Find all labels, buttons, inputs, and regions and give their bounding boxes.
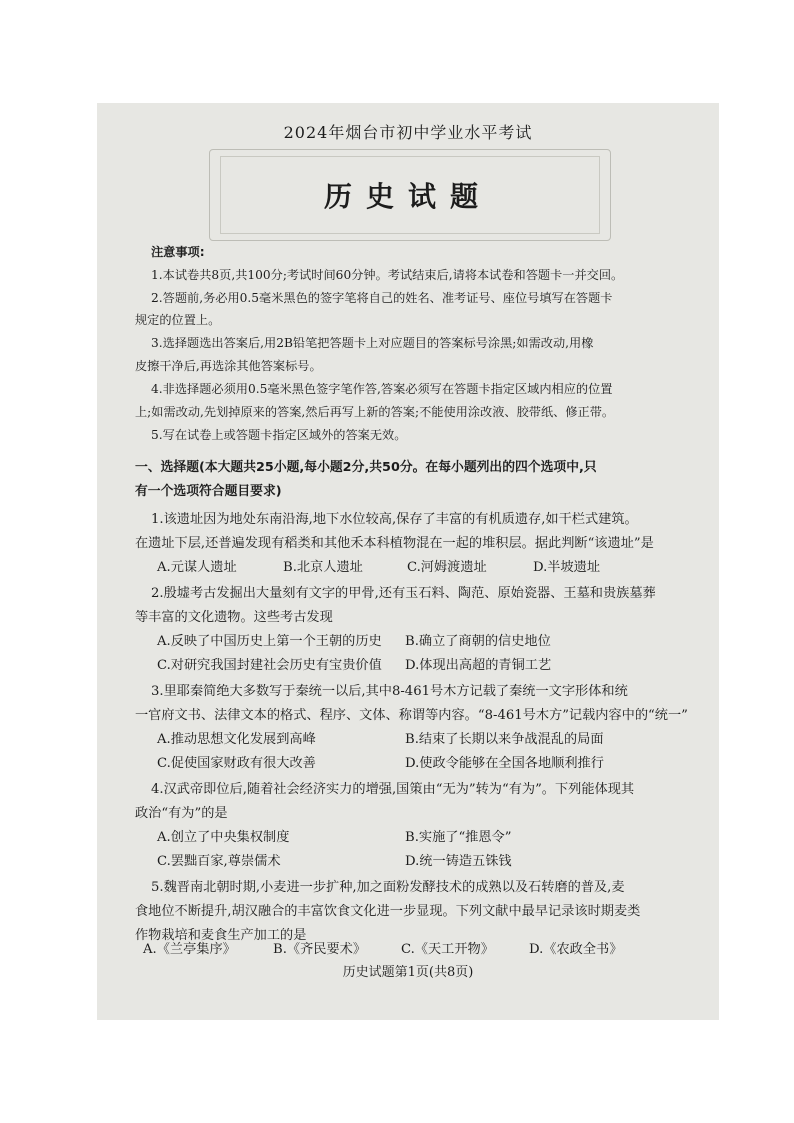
- answer-option: B.实施了“推恩令”: [405, 830, 512, 845]
- question-stem: 2.殷墟考古发掘出大量刻有文字的甲骨,还有玉石料、陶范、原始瓷器、王墓和贵族墓葬: [151, 586, 656, 601]
- section-heading: 有一个选项符合题目要求): [135, 484, 282, 499]
- question-stem: 在遗址下层,还普遍发现有稻类和其他禾本科植物混在一起的堆积层。据此判断“该遗址”是: [135, 536, 654, 551]
- question-stem: 5.魏晋南北朝时期,小麦进一步扩种,加之面粉发酵技术的成熟以及石转磨的普及,麦: [151, 880, 625, 895]
- answer-option: A.创立了中央集权制度: [157, 830, 290, 845]
- notes-item: 皮擦干净后,再选涂其他答案标号。: [135, 359, 322, 373]
- notes-item: 3.选择题选出答案后,用2B铅笔把答题卡上对应题目的答案标号涂黑;如需改动,用橡: [151, 336, 594, 350]
- notes-item: 5.写在试卷上或答题卡指定区域外的答案无效。: [151, 428, 407, 442]
- question-stem: 作物栽培和麦食生产加工的是: [135, 928, 307, 943]
- exam-title: 2024年烟台市初中学业水平考试: [283, 123, 533, 142]
- answer-option: B.结束了长期以来争战混乱的局面: [405, 732, 604, 747]
- answer-option: D.半坡遗址: [533, 560, 601, 575]
- answer-option: B.《齐民要术》: [273, 942, 367, 957]
- notes-heading: 注意事项:: [151, 245, 205, 259]
- exam-paper-sheet: [97, 103, 719, 1020]
- question-stem: 一官府文书、法律文本的格式、程序、文体、称谓等内容。“8-461号木方”记载内容中的“统一”: [135, 708, 688, 723]
- answer-option: B.确立了商朝的信史地位: [405, 634, 551, 649]
- answer-option: A.反映了中国历史上第一个王朝的历史: [157, 634, 382, 649]
- answer-option: D.使政令能够在全国各地顺利推行: [405, 756, 604, 771]
- notes-item: 2.答题前,务必用0.5毫米黑色的签字笔将自己的姓名、准考证号、座位号填写在答题卡: [151, 291, 613, 305]
- notes-item: 规定的位置上。: [135, 313, 221, 327]
- section-heading: 一、选择题(本大题共25小题,每小题2分,共50分。在每小题列出的四个选项中,只: [135, 460, 597, 475]
- answer-option: C.河姆渡遗址: [407, 560, 487, 575]
- answer-option: C.《天工开物》: [401, 942, 494, 957]
- notes-item: 1.本试卷共8页,共100分;考试时间60分钟。考试结束后,请将本试卷和答题卡一并交回。: [151, 268, 624, 282]
- answer-option: C.罢黜百家,尊崇儒术: [157, 854, 281, 869]
- question-stem: 政治“有为”的是: [135, 806, 228, 821]
- answer-option: D.体现出高超的青铜工艺: [405, 658, 552, 673]
- question-stem: 1.该遗址因为地处东南沿海,地下水位较高,保存了丰富的有机质遗存,如干栏式建筑。: [151, 512, 638, 527]
- question-stem: 4.汉武帝即位后,随着社会经济实力的增强,国策由“无为”转为“有为”。下列能体现其: [151, 782, 635, 797]
- notes-item: 上;如需改动,先划掉原来的答案,然后再写上新的答案;不能使用涂改液、胶带纸、修正带。: [135, 405, 615, 419]
- answer-option: D.《农政全书》: [529, 942, 623, 957]
- answer-option: A.推动思想文化发展到高峰: [157, 732, 316, 747]
- question-stem: 3.里耶秦简绝大多数写于秦统一以后,其中8-461号木方记载了秦统一文字形体和统: [151, 684, 628, 699]
- answer-option: B.北京人遗址: [283, 560, 363, 575]
- page-footer: 历史试题第1页(共8页): [342, 965, 474, 980]
- subject-title: 历史试题: [323, 180, 492, 213]
- answer-option: A.《兰亭集序》: [143, 942, 236, 957]
- question-stem: 食地位不断提升,胡汉融合的丰富饮食文化进一步显现。下列文献中最早记录该时期麦类: [135, 904, 641, 919]
- answer-option: C.促使国家财政有很大改善: [157, 756, 316, 771]
- answer-option: D.统一铸造五铢钱: [405, 854, 512, 869]
- question-stem: 等丰富的文化遗物。这些考古发现: [135, 610, 333, 625]
- notes-item: 4.非选择题必须用0.5毫米黑色签字笔作答,答案必须写在答题卡指定区域内相应的位置: [151, 382, 613, 396]
- answer-option: A.元谋人遗址: [157, 560, 237, 575]
- answer-option: C.对研究我国封建社会历史有宝贵价值: [157, 658, 382, 673]
